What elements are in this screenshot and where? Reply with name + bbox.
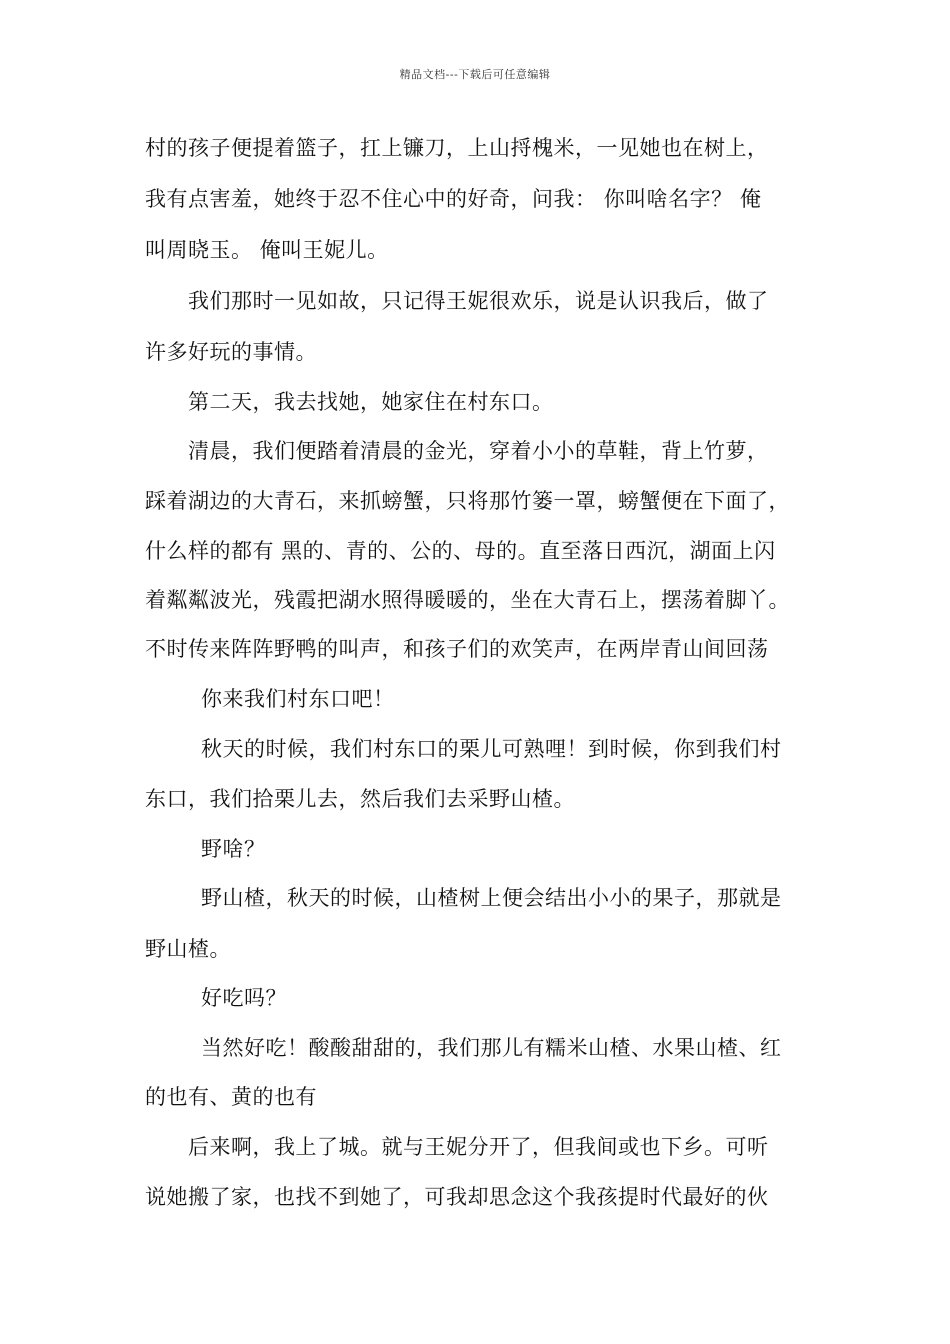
text-line: 野啥？ bbox=[201, 837, 266, 861]
text-line: 村的孩子便提着篮子，扛上镰刀，上山捋槐米，一见她也在树上， bbox=[145, 136, 769, 160]
text-line: 第二天，我去找她，她家住在村东口。 bbox=[188, 390, 554, 414]
text-line: 叫周晓玉。 俺叫王妮儿。 bbox=[145, 238, 389, 262]
text-line: 当然好吃！酸酸甜甜的，我们那儿有糯米山楂、水果山楂、红 bbox=[201, 1036, 782, 1060]
text-line: 踩着湖边的大青石，来抓螃蟹，只将那竹篓一罩，螃蟹便在下面了， bbox=[145, 489, 790, 513]
text-line: 后来啊，我上了城。就与王妮分开了，但我间或也下乡。可听 bbox=[188, 1135, 769, 1159]
text-line: 东口，我们拾栗儿去，然后我们去采野山楂。 bbox=[145, 787, 575, 811]
text-line: 说她搬了家，也找不到她了，可我却思念这个我孩提时代最好的伙 bbox=[145, 1185, 769, 1209]
text-line: 我们那时一见如故，只记得王妮很欢乐，说是认识我后，做了 bbox=[188, 289, 769, 313]
text-line: 清晨，我们便踏着清晨的金光，穿着小小的草鞋，背上竹萝， bbox=[188, 439, 769, 463]
text-line: 秋天的时候，我们村东口的栗儿可熟哩！到时候，你到我们村 bbox=[201, 737, 782, 761]
text-line: 我有点害羞，她终于忍不住心中的好奇，问我： 你叫啥名字？ 俺 bbox=[145, 187, 762, 211]
text-line: 许多好玩的事情。 bbox=[145, 340, 317, 364]
text-line: 你来我们村东口吧！ bbox=[201, 687, 395, 711]
text-line: 好吃吗？ bbox=[201, 986, 287, 1010]
text-line: 野山楂。 bbox=[145, 937, 231, 961]
text-line: 不时传来阵阵野鸭的叫声，和孩子们的欢笑声，在两岸青山间回荡 bbox=[145, 637, 769, 661]
text-line: 着粼粼波光，残霞把湖水照得暖暖的，坐在大青石上，摆荡着脚丫。 bbox=[145, 588, 790, 612]
page-header: 精品文档---下载后可任意编辑 bbox=[399, 68, 551, 81]
text-line: 的也有、黄的也有 bbox=[145, 1085, 317, 1109]
text-line: 什么样的都有 黑的、青的、公的、母的。直至落日西沉，湖面上闪 bbox=[145, 539, 776, 563]
text-line: 野山楂，秋天的时候，山楂树上便会结出小小的果子，那就是 bbox=[201, 886, 782, 910]
